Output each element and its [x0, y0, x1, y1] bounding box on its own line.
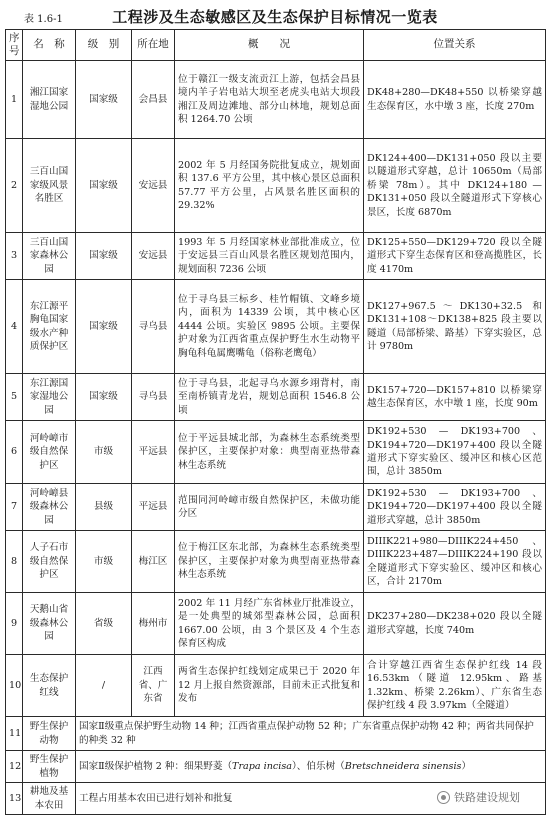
- watermark: [437, 789, 520, 805]
- row-no: 9: [6, 593, 23, 655]
- eco-sensitive-area-table: [5, 29, 546, 815]
- row-name: 三百山国家级风景名胜区: [23, 139, 76, 233]
- row-no: 2: [6, 139, 23, 233]
- content-text: 国家Ⅱ级保护植物 2 种：细果野菱（: [79, 760, 233, 772]
- row-name: 湘江国家湿地公园: [23, 61, 76, 139]
- row-overview: 两省生态保护红线划定成果已于 2020 年 12 月上报自然资源部，目前未正式批复和发布: [175, 655, 364, 717]
- table-title: 工程涉及生态敏感区及生态保护目标情况一览表: [112, 8, 438, 26]
- row-overview: 范围同河岭嶂市级自然保护区，未做功能分区: [175, 484, 364, 531]
- row-overview: 2002 年 5 月经国务院批复成立，规划面积 137.6 平方公里，其中核心景区总面积 57.77 平方公里，占风景名胜区面积的 29.32%: [175, 139, 364, 233]
- table-row: [6, 717, 546, 751]
- row-relation: DIIIK221+980—DIIIK224+450、DIIIK223+487—DIIIK224+190 段以全隧道形式下穿实验区、缓冲区和核心区，合计 2170m: [364, 531, 546, 593]
- table-row: [6, 655, 546, 717]
- row-location: 寻乌县: [132, 280, 175, 374]
- row-relation: DK192+530 — DK193+700 、DK194+720—DK197+400 段以全隧道形式穿越，总计 3850m: [364, 484, 546, 531]
- row-name: 天鹅山省级森林公园: [23, 593, 76, 655]
- row-no: 8: [6, 531, 23, 593]
- row-location: 安远县: [132, 139, 175, 233]
- row-relation: DK127+967.5～DK130+32.5 和 DK131+108～DK138+825 段主要以隧道（局部桥梁、路基）下穿实验区，总计 9780m: [364, 280, 546, 374]
- row-no: 11: [6, 717, 23, 751]
- row-level: 国家级: [76, 139, 132, 233]
- table-row: [6, 531, 546, 593]
- col-header-no: 序号: [6, 30, 23, 61]
- col-header-relation: 位置关系: [364, 30, 546, 61]
- row-level: 国家级: [76, 280, 132, 374]
- row-location: 平远县: [132, 421, 175, 484]
- row-relation: DK124+400—DK131+050 段以主要以隧道形式穿越，总计 10650m（局部桥梁 78m）。其中 DK124+180 — DK131+050 段以全隧道形式下穿核心景区，长度 6870m: [364, 139, 546, 233]
- row-location: 安远县: [132, 233, 175, 280]
- species-latin-name: Trapa incisa: [232, 760, 292, 772]
- table-row: [6, 593, 546, 655]
- table-header: [0, 6, 550, 28]
- row-name: 东江源国家湿地公园: [23, 374, 76, 421]
- wechat-icon: [437, 791, 450, 804]
- row-name: 河岭嶂市级自然保护区: [23, 421, 76, 484]
- row-location: 江西省、广东省: [132, 655, 175, 717]
- row-no: 4: [6, 280, 23, 374]
- row-location: 平远县: [132, 484, 175, 531]
- row-level: 县级: [76, 484, 132, 531]
- header-row: [6, 30, 546, 61]
- content-text: ）: [461, 760, 472, 772]
- row-name: 人子石市级自然保护区: [23, 531, 76, 593]
- row-relation: 合计穿越江西省生态保护红线 14 段 16.53km（隧道 12.95km、路基 1.32km、桥梁 2.26km）、广东省生态保护红线 4 段 3.97km（全隧道）: [364, 655, 546, 717]
- table-row: [6, 374, 546, 421]
- row-name: 河岭嶂县级森林公园: [23, 484, 76, 531]
- row-level: 国家级: [76, 374, 132, 421]
- row-no: 10: [6, 655, 23, 717]
- row-overview: 位于寻乌县三标乡、桂竹帽镇、文峰乡境内，面积为 14339 公顷，其中核心区 4444 公顷。实验区 9895 公顷。主要保护对象为江西省重点保护野生水生动物平胸龟科龟属鹰嘴龟（俗称老鹰龟）: [175, 280, 364, 374]
- row-location: 寻乌县: [132, 374, 175, 421]
- table-row: [6, 484, 546, 531]
- row-relation: DK48+280—DK48+550 以桥梁穿越生态保育区，水中墩 3 座，长度 270m: [364, 61, 546, 139]
- row-name: 野生保护动物: [23, 717, 76, 751]
- row-name: 生态保护红线: [23, 655, 76, 717]
- table-row: [6, 139, 546, 233]
- table-number: 表 1.6-1: [24, 14, 63, 25]
- row-overview: 2002 年 11 月经广东省林业厅批准设立，是一处典型的城郊型森林公园，总面积 1667.00 公顷，由 3 个景区及 4 个生态保育区构成: [175, 593, 364, 655]
- table-row: [6, 61, 546, 139]
- row-relation: DK125+550—DK129+720 段以全隧道形式下穿生态保育区和登高揽胜区，长度 4170m: [364, 233, 546, 280]
- row-level: 市级: [76, 531, 132, 593]
- row-relation: DK157+720—DK157+810 以桥梁穿越生态保育区，水中墩 1 座，长度 90m: [364, 374, 546, 421]
- content-text: ）、伯乐树（: [292, 760, 345, 772]
- species-latin-name: Bretschneidera sinensis: [344, 760, 462, 772]
- row-overview: 位于寻乌县，北起寻乌水源乡翊背村，南至南桥镇青龙岩，规划总面积 1546.8 公顷: [175, 374, 364, 421]
- row-no: 1: [6, 61, 23, 139]
- watermark-text: 铁路建设规划: [454, 791, 520, 804]
- table-row: [6, 233, 546, 280]
- row-level: 省级: [76, 593, 132, 655]
- row-no: 7: [6, 484, 23, 531]
- row-level: 国家级: [76, 233, 132, 280]
- row-no: 5: [6, 374, 23, 421]
- row-location: 梅州市: [132, 593, 175, 655]
- row-level: /: [76, 655, 132, 717]
- row-no: 13: [6, 783, 23, 815]
- row-overview: 位于赣江一级支流贡江上游，包括会昌县境内羊子岩电站大坝至老虎头电站大坝段湘江及周边滩地、部分山林地，规划总面积 1264.70 公顷: [175, 61, 364, 139]
- row-level: 市级: [76, 421, 132, 484]
- row-location: 会昌县: [132, 61, 175, 139]
- row-overview: 位于梅江区东北部，为森林生态系统类型保护区，主要保护对象为典型南亚热带森林生态系统: [175, 531, 364, 593]
- row-name: 野生保护植物: [23, 751, 76, 783]
- row-name: 东江源平胸龟国家级水产种质保护区: [23, 280, 76, 374]
- row-content: 国家Ⅱ级重点保护野生动物 14 种；江西省重点保护动物 52 种；广东省重点保护动物 42 种；两省共同保护的种类 32 种: [76, 717, 546, 751]
- table-row: [6, 280, 546, 374]
- row-content: 工程占用基本农田已进行划补和批复: [76, 783, 546, 815]
- table-row: [6, 751, 546, 783]
- row-no: 6: [6, 421, 23, 484]
- table-row: [6, 421, 546, 484]
- row-name: 三百山国家森林公园: [23, 233, 76, 280]
- row-level: 国家级: [76, 61, 132, 139]
- row-no: 12: [6, 751, 23, 783]
- row-overview: 位于平远县城北部，为森林生态系统类型保护区，主要保护对象：典型南亚热带森林生态系统: [175, 421, 364, 484]
- row-overview: 1993 年 5 月经国家林业部批准成立，位于安远县三百山风景名胜区规划范围内，规划面积 7236 公顷: [175, 233, 364, 280]
- row-relation: DK237+280—DK238+020 段以全隧道形式穿越，长度 740m: [364, 593, 546, 655]
- row-name: 耕地及基本农田: [23, 783, 76, 815]
- row-relation: DK192+530 — DK193+700 、DK194+720—DK197+400 段以全隧道形式下穿实验区、缓冲区和核心区范围，总计 3850m: [364, 421, 546, 484]
- row-no: 3: [6, 233, 23, 280]
- col-header-overview: 概 况: [175, 30, 364, 61]
- col-header-location: 所在地: [132, 30, 175, 61]
- row-content: [76, 751, 546, 783]
- row-location: 梅江区: [132, 531, 175, 593]
- col-header-name: 名 称: [23, 30, 76, 61]
- col-header-level: 级 别: [76, 30, 132, 61]
